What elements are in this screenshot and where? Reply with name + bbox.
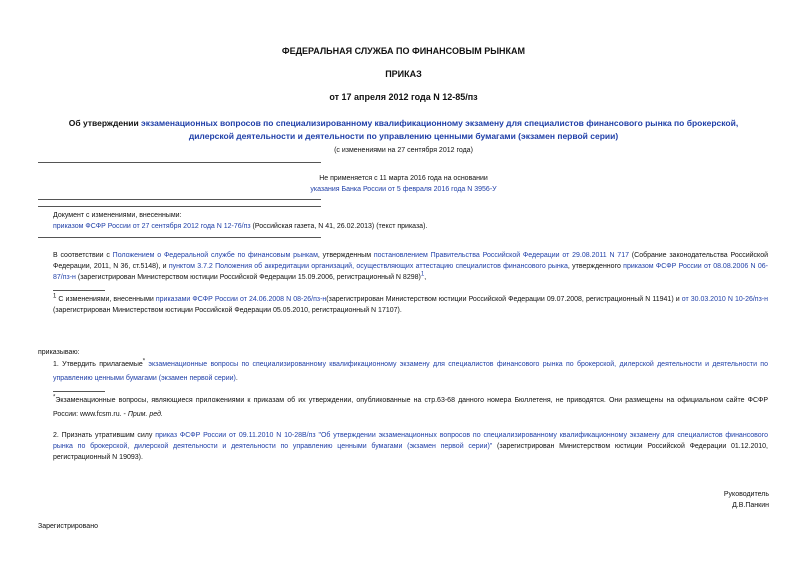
- item-2-text: 2. Признать утратившим силу: [53, 432, 156, 439]
- divider: [38, 237, 321, 238]
- preamble-text: (зарегистрирован Министерством юстиции Российской Федерации 15.09.2006, регистрационный N 8298): [75, 274, 421, 281]
- not-applied-link[interactable]: указания Банка России от 5 февраля 2016 года N 3956-У: [310, 186, 497, 193]
- order-word: приказываю:: [38, 349, 80, 356]
- item-2: [53, 430, 768, 463]
- item-2-text: (зарегистрирован Министерством юстиции Российской Федерации 01.12.2010, регистрационный N 19093).: [53, 443, 768, 461]
- item-1-link[interactable]: экзаменационные вопросы по специализированному квалификационному экзамену для специалистов финансового рынка по брокерской, дилерской деятельности и деятельности по управлению ценными бумагами (экзамен первой серии): [53, 361, 768, 382]
- footnote-divider: [53, 290, 105, 291]
- item-2-link[interactable]: приказ ФСФР России от 09.11.2010 N 10-28В/пз "Об утверждении экзаменационных вопросов по специализированному квалификационному экзамену для специалистов финансового рынка по брокерской, дилерской деятельности и деятельности по управлению ценными бумагами (экзамен первой серии)": [53, 432, 768, 450]
- title-link-line1[interactable]: экзаменационных вопросов по специализированному квалификационному экзамену для специалистов финансового рынка по брокерской,: [141, 118, 739, 128]
- footnote-link-orders[interactable]: приказами ФСФР России от 24.06.2008 N 08-26/пз-н: [155, 296, 327, 303]
- footnote-link-order-2010[interactable]: от 30.03.2010 N 10-26/пз-н: [681, 296, 769, 303]
- footnote-marker: *: [142, 358, 146, 365]
- divider: [38, 162, 321, 163]
- not-applied-text: Не применяется с 11 марта 2016 года на основании: [319, 175, 488, 182]
- divider: [38, 206, 321, 207]
- document-date-number: от 17 апреля 2012 года N 12-85/пз: [329, 92, 478, 102]
- preamble-link-resolution[interactable]: постановлением Правительства Российской Федерации от 29.08.2011 N 717: [373, 252, 629, 259]
- title-prefix: Об утверждении: [68, 118, 142, 128]
- preamble-link-clause[interactable]: пунктом 3.7.2 Положения об аккредитации организаций, осуществляющих аттестацию специалистов финансового рынка: [168, 263, 568, 270]
- footnote-text: С изменениями, внесенными: [56, 296, 156, 303]
- item-1-text: 1. Утвердить прилагаемые: [53, 361, 143, 368]
- preamble-text: (Собрание законодательства Российской Федерации, 2011, N 36, ст.5148), и: [53, 252, 768, 270]
- amended-by-label: Документ с изменениями, внесенными:: [53, 212, 182, 219]
- footnote-marker[interactable]: 1: [420, 271, 425, 278]
- signature-role: Руководитель: [723, 491, 769, 498]
- footnote-text: (зарегистрирован Министерством юстиции Российской Федерации 05.05.2010, регистрационный N 17107).: [53, 307, 402, 314]
- footnote-divider: [53, 391, 105, 392]
- footnote-2: [53, 394, 768, 422]
- preamble-link-regulation[interactable]: Положением о Федеральной службе по финансовым рынкам: [112, 252, 318, 259]
- divider: [38, 199, 321, 200]
- preamble-text: , утвержденного: [567, 263, 624, 270]
- preamble-text: ,: [424, 274, 427, 281]
- signature-block: [724, 489, 769, 511]
- title-link-line2[interactable]: дилерской деятельности и деятельности по управлению ценными бумагами (экзамен первой серии): [188, 131, 619, 141]
- registered-label: Зарегистрировано: [38, 523, 98, 530]
- not-applied-notice: [0, 173, 807, 195]
- signature-name: Д.В.Панкин: [732, 502, 769, 509]
- amended-by-block: [53, 210, 753, 232]
- document-title: [0, 117, 807, 143]
- footnote-1: [53, 294, 768, 316]
- footnote-marker: *: [53, 394, 56, 401]
- amended-by-link[interactable]: приказом ФСФР России от 27 сентября 2012 года N 12-76/пз: [53, 223, 251, 230]
- preamble-text: , утвержденным: [317, 252, 374, 259]
- item-1-text: .: [235, 375, 238, 382]
- item-1: [53, 358, 768, 386]
- amended-by-tail: (Российская газета, N 41, 26.02.2013) (текст приказа).: [250, 223, 428, 230]
- revision-note: (с изменениями на 27 сентября 2012 года): [334, 147, 473, 154]
- preamble-paragraph: [53, 250, 768, 283]
- footnote-text: (зарегистрирован Министерством юстиции Российской Федерации 09.07.2008, регистрационный N 11941) и: [326, 296, 682, 303]
- preamble-link-order[interactable]: приказом ФСФР России от 08.08.2006 N 06-87/пз-н: [53, 263, 768, 281]
- footnote-marker: 1: [53, 293, 57, 300]
- agency-name: ФЕДЕРАЛЬНАЯ СЛУЖБА ПО ФИНАНСОВЫМ РЫНКАМ: [281, 46, 526, 56]
- footnote-text: Экзаменационные вопросы, являющиеся приложениями к приказам об их утверждении, опубликованные на стр.63-68 данного номера Бюллетеня, не приводятся. Они размещены на официальном сайте ФСФР России: www.fcsm.ru. -: [53, 397, 768, 418]
- document-type: ПРИКАЗ: [385, 69, 422, 79]
- editor-note: Прим. ред.: [127, 411, 163, 418]
- preamble-text: В соответствии с: [53, 252, 113, 259]
